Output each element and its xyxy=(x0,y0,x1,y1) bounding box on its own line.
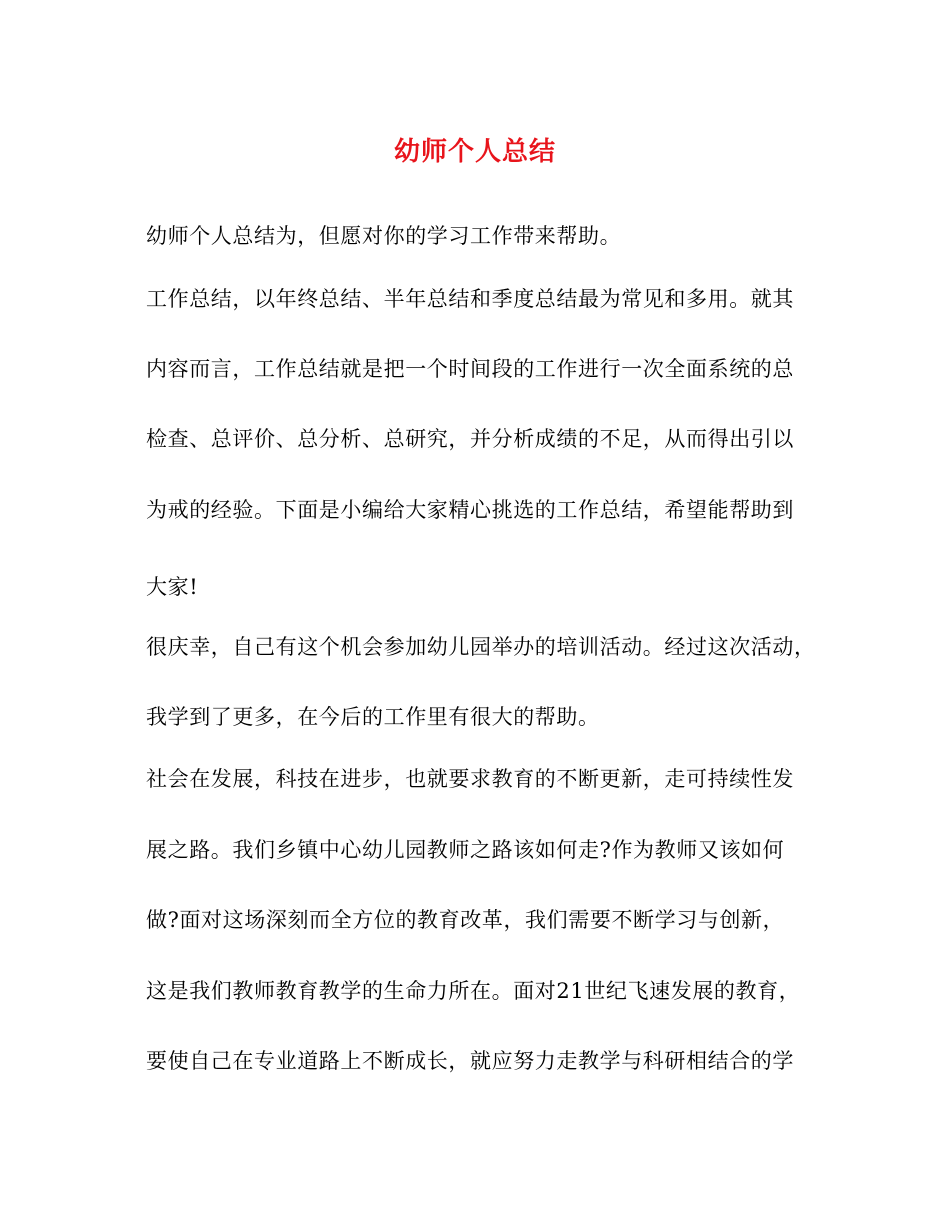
text-line: 大家! xyxy=(146,575,199,599)
text-line: 展之路。我们乡镇中心幼儿园教师之路该如何走?作为教师又该如何 xyxy=(146,838,785,862)
text-line: 工作总结，以年终总结、半年总结和季度总结最为常见和多用。就其 xyxy=(146,287,794,311)
text-line: 社会在发展，科技在进步，也就要求教育的不断更新，走可持续性发 xyxy=(146,767,794,791)
text-line: 我学到了更多，在今后的工作里有很大的帮助。 xyxy=(146,705,600,729)
document-title: 幼师个人总结 xyxy=(393,137,556,167)
text-line: 要使自己在专业道路上不断成长，就应努力走教学与科研相结合的学 xyxy=(146,1049,794,1073)
text-line: 很庆幸，自己有这个机会参加幼儿园举办的培训活动。经过这次活动， xyxy=(146,635,816,659)
text-line: 这是我们教师教育教学的生命力所在。面对21世纪飞速发展的教育， xyxy=(146,979,801,1003)
text-line: 做?面对这场深刻而全方位的教育改革，我们需要不断学习与创新， xyxy=(146,908,785,932)
text-line: 检查、总评价、总分析、总研究，并分析成绩的不足，从而得出引以 xyxy=(146,427,794,451)
text-line: 为戒的经验。下面是小编给大家精心挑选的工作总结，希望能帮助到 xyxy=(146,498,794,522)
text-line: 内容而言，工作总结就是把一个时间段的工作进行一次全面系统的总 xyxy=(146,357,794,381)
text-line: 幼师个人总结为，但愿对你的学习工作带来帮助。 xyxy=(146,224,622,248)
